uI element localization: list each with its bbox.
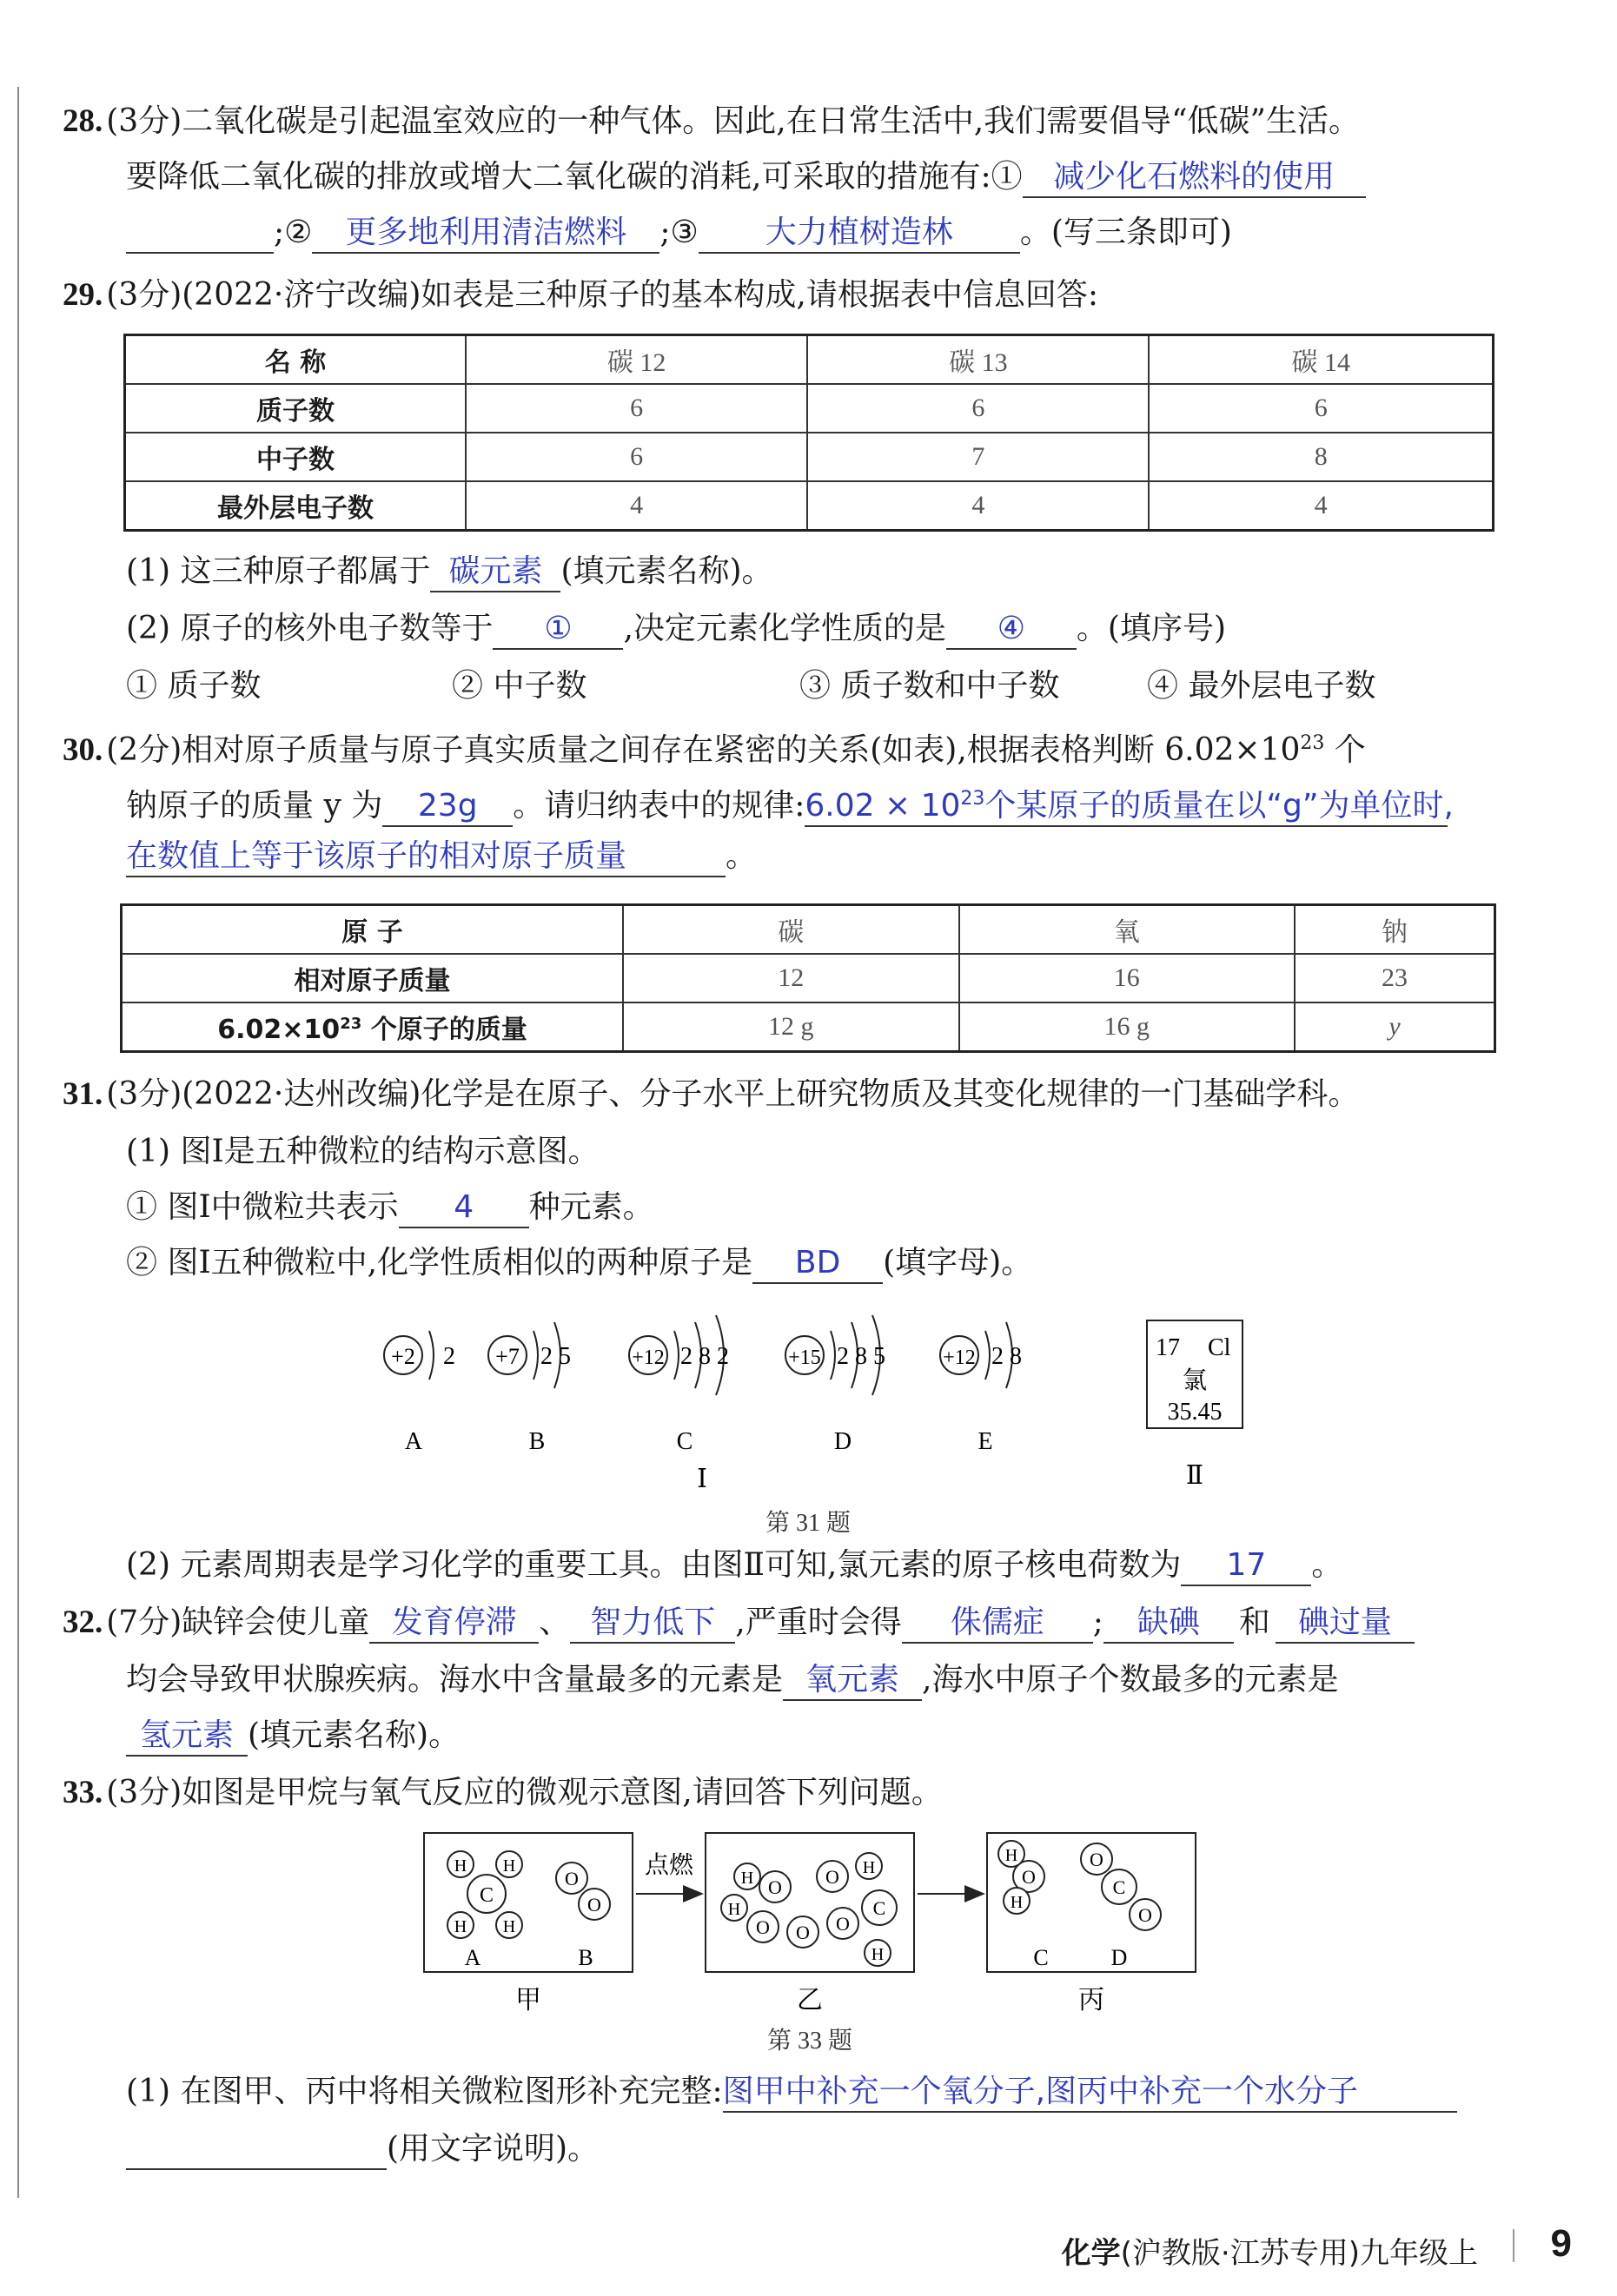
svg-text:H: H (454, 1917, 467, 1936)
q33-figure (417, 1824, 1216, 2059)
q31-answer-3[interactable]: 17 (1181, 1546, 1311, 1586)
table-cell: y (1295, 1002, 1495, 1052)
table-header: 碳 12 (466, 335, 807, 385)
table-row (125, 433, 1494, 481)
atom-label: A (404, 1428, 423, 1455)
q30-line1: 30. (2分)相对原子质量与原子真实质量之间存在紧密的关系(如表),根据表格判断 $6.02\times 10^{23}$ 个 (63, 732, 1366, 768)
table-header: 碳 14 (1149, 335, 1493, 385)
figure-caption: 第 31 题 (765, 1510, 852, 1537)
svg-text:H: H (502, 1856, 516, 1876)
q29-answer-2[interactable]: ① (493, 610, 623, 650)
q32-answer-3[interactable]: 侏儒症 (902, 1604, 1093, 1644)
table-cell: 7 (807, 433, 1149, 481)
q31-intro: 31. (3分)(2022·达州改编)化学是在原子、分子水平上研究物质及其变化规律的一门基础学科。 (63, 1076, 1360, 1112)
svg-text:O: O (1138, 1904, 1152, 1926)
q29-part2: (2) 原子的核外电子数等于 ① ,决定元素化学性质的是 ④ 。(填序号) (126, 610, 1226, 650)
footer-divider (1513, 2229, 1514, 2262)
table-cell: 16 g (959, 1002, 1296, 1052)
svg-text:O: O (1090, 1849, 1103, 1870)
q33-blank-continuation[interactable] (126, 2130, 387, 2170)
q33-intro: 33. (3分)如图是甲烷与氧气反应的微观示意图,请回答下列问题。 (63, 1775, 943, 1810)
q29-options (126, 667, 1375, 705)
q29-part1: (1) 这三种原子都属于 碳元素 (填元素名称)。 (126, 552, 773, 592)
table-cell: 4 (807, 481, 1149, 531)
table-row (125, 384, 1494, 433)
table-cell: 相对原子质量 (122, 954, 624, 1002)
reactant-box-jia (424, 1833, 633, 2015)
q32-answer-7[interactable]: 氢元素 (126, 1717, 248, 1757)
q29-intro: 29. (3分)(2022·济宁改编)如表是三种原子的基本构成,请根据表中信息回答: (63, 277, 1098, 313)
q29-answer-1[interactable]: 碳元素 (430, 552, 560, 592)
q30-answer-y[interactable]: 23g (382, 787, 513, 827)
atom-diagram-a (384, 1331, 455, 1455)
atom-diagram-c (629, 1315, 729, 1455)
reaction-condition-label: 点燃 (644, 1852, 694, 1879)
nucleus-label: +12 (632, 1347, 665, 1369)
atom-diagram-b (488, 1322, 571, 1455)
margin-line (17, 87, 19, 2198)
shell-electrons: 2 8 2 (680, 1343, 729, 1370)
element-card-chlorine (1147, 1320, 1243, 1428)
option-item: ② 中子数 (452, 668, 587, 704)
table-row (125, 335, 1494, 385)
table-cell: 4 (466, 481, 807, 531)
nucleus-label: +2 (391, 1344, 415, 1369)
oxygen-molecule (556, 1863, 610, 1920)
svg-text:O: O (587, 1894, 601, 1916)
q32-answer-2[interactable]: 智力低下 (570, 1604, 735, 1644)
q28-answer-2[interactable]: 更多地利用清洁燃料 (312, 214, 659, 254)
box-label: 丙 (1078, 1986, 1104, 2015)
q33-answer-1[interactable]: 图甲中补充一个氧分子,图丙中补充一个水分子 (723, 2073, 1457, 2113)
box-label: 甲 (515, 1986, 541, 2015)
q32-answer-6[interactable]: 氧元素 (783, 1661, 922, 1701)
q30-table (120, 903, 1496, 1053)
product-box-bing (987, 1833, 1196, 2015)
table-cell: 12 g (623, 1002, 959, 1052)
table-cell: 16 (959, 954, 1296, 1002)
q31-answer-2[interactable]: BD (752, 1244, 883, 1284)
methane-molecule (447, 1851, 522, 1938)
svg-text:O: O (565, 1868, 579, 1889)
table-cell: 12 (623, 954, 959, 1002)
q30-rule-answer-2[interactable]: 在数值上等于该原子的相对原子质量 (126, 837, 726, 877)
q32-line3: 氢元素 (填元素名称)。 (126, 1717, 460, 1757)
option-item: ④ 最外层电子数 (1147, 668, 1376, 704)
svg-text:O: O (825, 1866, 839, 1888)
table-cell: 最外层电子数 (125, 481, 467, 531)
table-cell: 6 (1149, 384, 1493, 433)
shell-electrons: 2 8 5 (837, 1343, 885, 1370)
element-name: 氯 (1182, 1367, 1208, 1394)
table-row (125, 481, 1494, 531)
table-row (122, 954, 1495, 1002)
table-header: 氧 (959, 905, 1296, 955)
page-number: 9 (1550, 2222, 1572, 2265)
table-cell: $6.02\times 10^{23}$ 个原子的质量 (122, 1002, 624, 1052)
q30-rule-answer-1[interactable]: $6.02 \times 10^{23}$个某原子的质量在以“g”为单位时, (805, 780, 1448, 827)
q28-line3: ;② 更多地利用清洁燃料 ;③ 大力植树造林 。(写三条即可) (126, 214, 1232, 254)
water-molecule (998, 1841, 1044, 1914)
table-cell: 6 (466, 384, 807, 433)
option-item: ① 质子数 (126, 668, 262, 704)
svg-text:C: C (872, 1897, 886, 1919)
shell-electrons: 2 8 (991, 1343, 1022, 1370)
table-header: 碳 13 (807, 335, 1149, 385)
atomic-number: 17 (1156, 1334, 1180, 1361)
q32-answer-5[interactable]: 碘过量 (1276, 1604, 1415, 1644)
nucleus-label: +12 (943, 1347, 976, 1369)
q32-line1: 32. (7分)缺锌会使儿童 发育停滞 、 智力低下 ,严重时会得 侏儒症 ; 缺碘 和 碘过量 (63, 1604, 1415, 1644)
q32-answer-4[interactable]: 缺碘 (1103, 1604, 1234, 1644)
table-header: 钠 (1295, 905, 1495, 955)
svg-text:O: O (768, 1876, 782, 1898)
atom-label: C (676, 1428, 693, 1455)
q29-answer-3[interactable]: ④ (946, 610, 1077, 650)
table-header: 碳 (623, 905, 959, 955)
q31-part1b: ② 图Ⅰ五种微粒中,化学性质相似的两种原子是 BD (填字母)。 (126, 1244, 1032, 1284)
q31-part1: (1) 图Ⅰ是五种微粒的结构示意图。 (126, 1134, 600, 1169)
atom-label: E (977, 1428, 993, 1455)
q31-part2: (2) 元素周期表是学习化学的重要工具。由图Ⅱ可知,氯元素的原子核电荷数为 17 。 (126, 1546, 1342, 1586)
table-cell: 4 (1149, 481, 1493, 531)
atom-diagram-d (785, 1315, 885, 1455)
table-row (122, 905, 1495, 955)
table-header: 原 子 (122, 905, 624, 955)
q30-line2: 钠原子的质量 y 为 23g 。请归纳表中的规律:6.02 × $10^{23}$个某原子的质量在以“g”为单位时, (126, 780, 1448, 827)
figure-caption: 第 33 题 (766, 2028, 853, 2054)
footer-subject: 化学(沪教版·江苏专用)九年级上 (1061, 2236, 1478, 2271)
table-cell: 质子数 (125, 384, 467, 433)
q29-table (123, 334, 1494, 532)
q28-answer-1[interactable]: 减少化石燃料的使用 (1023, 158, 1366, 198)
svg-text:H: H (1010, 1893, 1024, 1912)
q32-line2: 均会导致甲状腺疾病。海水中含量最多的元素是 氧元素 ,海水中原子个数最多的元素是 (126, 1661, 1338, 1701)
shell-electrons: 2 5 (540, 1343, 571, 1370)
carbon-dioxide-molecule (1081, 1843, 1161, 1930)
svg-text:H: H (502, 1917, 516, 1936)
q28-blank-continuation[interactable] (126, 214, 274, 254)
svg-text:H: H (1004, 1846, 1018, 1865)
shell-electrons: 2 (443, 1343, 455, 1370)
option-item: ③ 质子数和中子数 (799, 668, 1060, 704)
table-cell: 8 (1149, 433, 1493, 481)
svg-text:H: H (454, 1856, 467, 1876)
svg-text:O: O (1022, 1866, 1036, 1888)
q31-figure (348, 1303, 1269, 1546)
svg-text:O: O (836, 1913, 850, 1935)
svg-text:O: O (796, 1922, 810, 1943)
q28-answer-3[interactable]: 大力植树造林 (699, 214, 1020, 254)
atomic-mass: 35.45 (1167, 1399, 1223, 1426)
q31-part1a: ① 图Ⅰ中微粒共表示 4 种元素。 (126, 1188, 654, 1228)
box-label: 乙 (797, 1986, 823, 2015)
molecule-label: A (464, 1945, 481, 1970)
q32-answer-1[interactable]: 发育停滞 (369, 1604, 539, 1644)
atom-label: D (833, 1428, 852, 1455)
atom-diagram-e (940, 1322, 1022, 1455)
element-symbol: Cl (1208, 1334, 1231, 1361)
table-header: 名 称 (125, 335, 467, 385)
intermediate-box-yi (706, 1833, 914, 2015)
table-cell: 23 (1295, 954, 1495, 1002)
figure-group-label-ii: Ⅱ (1185, 1461, 1204, 1490)
svg-text:H: H (871, 1945, 885, 1964)
svg-text:C: C (1112, 1876, 1126, 1898)
q28-line1: 28. (3分)二氧化碳是引起温室效应的一种气体。因此,在日常生活中,我们需要倡导“低碳”生活。 (63, 103, 1360, 139)
svg-text:C: C (479, 1884, 494, 1907)
q31-answer-1[interactable]: 4 (399, 1188, 529, 1228)
q33-part1-cont: (用文字说明)。 (126, 2130, 599, 2170)
molecule-label: B (578, 1945, 593, 1970)
table-cell: 6 (466, 433, 807, 481)
atom-label: B (528, 1428, 546, 1455)
svg-text:O: O (756, 1916, 770, 1938)
table-cell: 中子数 (125, 433, 467, 481)
q33-part1: (1) 在图甲、丙中将相关微粒图形补充完整:图甲中补充一个氧分子,图丙中补充一个水分子 (126, 2073, 1457, 2113)
q28-line2: 要降低二氧化碳的排放或增大二氧化碳的消耗,可采取的措施有:① 减少化石燃料的使用 (126, 158, 1366, 198)
q30-line3: 在数值上等于该原子的相对原子质量 。 (126, 837, 757, 877)
svg-text:H: H (862, 1858, 876, 1877)
molecule-label: C (1033, 1945, 1049, 1970)
nucleus-label: +7 (495, 1344, 520, 1369)
figure-group-label-i: Ⅰ (697, 1465, 707, 1493)
table-row (122, 1002, 1495, 1052)
svg-text:H: H (740, 1869, 754, 1888)
table-cell: 6 (807, 384, 1149, 433)
svg-text:H: H (727, 1900, 741, 1919)
nucleus-label: +15 (788, 1347, 821, 1369)
molecule-label: D (1110, 1945, 1128, 1970)
